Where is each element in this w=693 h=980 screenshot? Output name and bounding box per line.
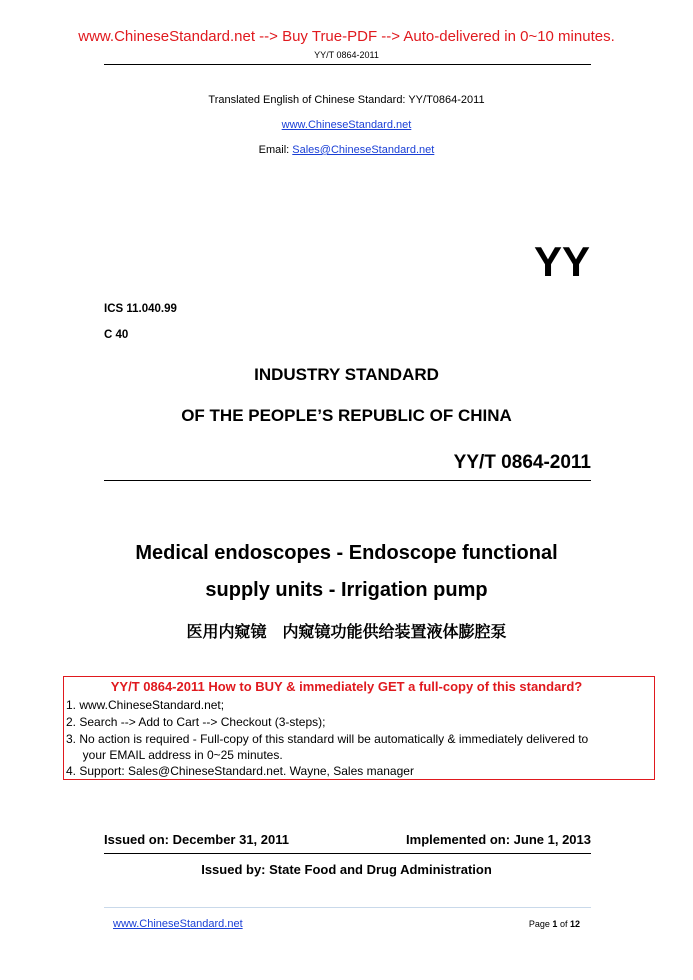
dates-divider bbox=[104, 853, 591, 854]
page-current: 1 bbox=[552, 919, 558, 929]
page-label: Page bbox=[528, 919, 550, 929]
footer-website-wrap bbox=[113, 918, 243, 930]
chinese-title: 医用内窥镜 内窥镜功能供给装置液体膨腔泵 bbox=[186, 622, 507, 641]
page-of: of bbox=[559, 919, 568, 929]
purchase-step: your EMAIL address in 0~25 minutes. bbox=[66, 748, 283, 762]
purchase-step: 3. No action is required - Full-copy of this standard will be automatically & immediately delivered to bbox=[66, 732, 589, 746]
translation-note: Translated English of Chinese Standard: YY/T0864-2011 bbox=[208, 94, 485, 106]
promo-banner[interactable]: www.ChineseStandard.net --> Buy True-PDF --> Auto-delivered in 0~10 minutes. bbox=[78, 28, 615, 45]
header-divider bbox=[104, 64, 591, 65]
email-label: Email: bbox=[258, 144, 290, 156]
email-link[interactable]: Sales@ChineseStandard.net bbox=[292, 144, 435, 156]
standard-type-line1: INDUSTRY STANDARD bbox=[254, 365, 439, 384]
implemented-on-date: Implemented on: June 1, 2013 bbox=[406, 832, 591, 847]
standard-type-line2: OF THE PEOPLE’S REPUBLIC OF CHINA bbox=[181, 406, 512, 425]
running-header-code: YY/T 0864-2011 bbox=[314, 50, 379, 60]
ics-code: ICS 11.040.99 bbox=[104, 303, 177, 315]
email-line bbox=[0, 144, 693, 156]
page-number bbox=[480, 919, 580, 929]
issued-on-date: Issued on: December 31, 2011 bbox=[104, 832, 289, 847]
website-link-wrap bbox=[0, 119, 693, 131]
issuing-authority: Issued by: State Food and Drug Administration bbox=[201, 862, 492, 877]
english-title-line1: Medical endoscopes - Endoscope functional bbox=[135, 542, 558, 564]
page-total: 12 bbox=[569, 919, 580, 929]
title-divider bbox=[104, 480, 591, 481]
standard-number: YY/T 0864-2011 bbox=[453, 452, 591, 473]
footer-divider bbox=[104, 907, 591, 908]
purchase-step: 1. www.ChineseStandard.net; bbox=[66, 698, 225, 712]
website-link[interactable]: www.ChineseStandard.net bbox=[281, 119, 412, 131]
category-mark: YY bbox=[533, 238, 590, 285]
footer-website-link[interactable]: www.ChineseStandard.net bbox=[113, 918, 243, 930]
purchase-step: 4. Support: Sales@ChineseStandard.net. Wayne, Sales manager bbox=[66, 764, 414, 778]
english-title-line2: supply units - Irrigation pump bbox=[205, 579, 488, 601]
ccs-code: C 40 bbox=[104, 329, 129, 341]
purchase-heading: YY/T 0864-2011 How to BUY & immediately GET a full-copy of this standard? bbox=[110, 679, 583, 694]
purchase-step: 2. Search --> Add to Cart --> Checkout (3-steps); bbox=[66, 715, 326, 729]
